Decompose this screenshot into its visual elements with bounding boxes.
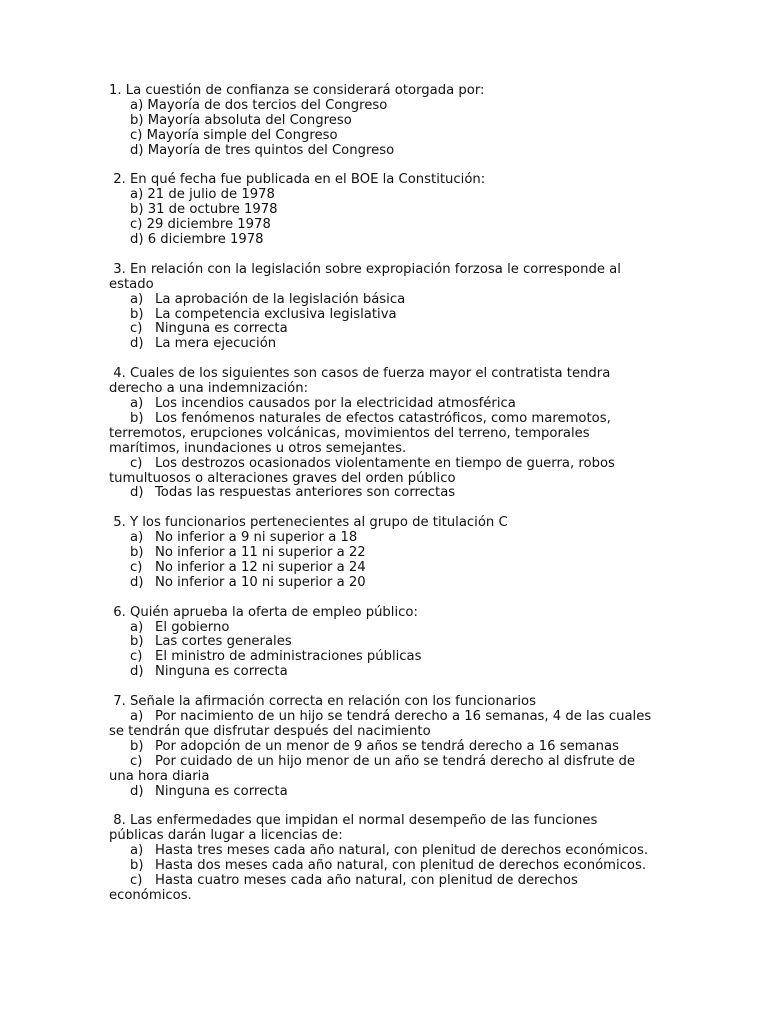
option-d bbox=[109, 785, 654, 800]
option-letter: c) bbox=[130, 321, 143, 337]
option-c: c) 29 diciembre 1978 bbox=[130, 217, 271, 233]
question-5 bbox=[109, 516, 654, 591]
option-d: d) 6 diciembre 1978 bbox=[130, 232, 264, 248]
option-letter: d) bbox=[130, 664, 144, 680]
option-text: No inferior a 11 ni superior a 22 bbox=[155, 545, 366, 561]
option-text: No inferior a 10 ni superior a 20 bbox=[155, 574, 366, 590]
question-title: 2. En qué fecha fue publicada en el BOE la Constitución: bbox=[109, 172, 486, 188]
option-letter: d) bbox=[130, 783, 144, 799]
option-text: La competencia exclusiva legislativa bbox=[155, 306, 397, 322]
option-a bbox=[109, 397, 654, 412]
option-c bbox=[109, 650, 654, 665]
option-c bbox=[109, 561, 654, 576]
option-b bbox=[109, 412, 654, 457]
question-2 bbox=[109, 173, 654, 248]
option-a: a) 21 de julio de 1978 bbox=[130, 187, 275, 203]
option-letter: b) bbox=[130, 858, 144, 874]
question-7 bbox=[109, 695, 654, 799]
option-letter: c) bbox=[130, 559, 143, 575]
option-text: Por cuidado de un hijo menor de un año se tendrá derecho al disfrute de una hora diaria bbox=[109, 753, 640, 784]
option-c: c) Mayoría simple del Congreso bbox=[130, 127, 338, 143]
option-text: Hasta tres meses cada año natural, con plenitud de derechos económicos. bbox=[155, 843, 649, 859]
option-b bbox=[109, 740, 654, 755]
question-title: 8. Las enfermedades que impidan el normal desempeño de las funciones públicas darán lugar a licencias de: bbox=[109, 813, 602, 844]
option-b bbox=[109, 308, 654, 323]
option-d bbox=[109, 486, 654, 501]
question-title: 5. Y los funcionarios pertenecientes al grupo de titulación C bbox=[109, 515, 508, 531]
option-letter: d) bbox=[130, 485, 144, 501]
option-text: Los incendios causados por la electricidad atmosférica bbox=[155, 395, 516, 411]
option-letter: a) bbox=[130, 843, 144, 859]
option-text: Ninguna es correcta bbox=[155, 321, 288, 337]
option-letter: b) bbox=[130, 306, 144, 322]
option-letter: a) bbox=[130, 395, 144, 411]
option-text: El ministro de administraciones públicas bbox=[155, 649, 422, 665]
option-text: Por adopción de un menor de 9 años se tendrá derecho a 16 semanas bbox=[155, 738, 619, 754]
option-text: Los fenómenos naturales de efectos catastróficos, como maremotos, terremotos, erupciones volcánicas, movimientos del terreno, temporales marítimos, inundaciones u otros semejantes. bbox=[109, 410, 616, 456]
question-4 bbox=[109, 367, 654, 501]
question-3 bbox=[109, 263, 654, 352]
option-text: Ninguna es correcta bbox=[155, 664, 288, 680]
option-text: La mera ejecución bbox=[155, 336, 277, 352]
document-page bbox=[109, 84, 654, 919]
option-a: a) Mayoría de dos tercios del Congreso bbox=[130, 97, 388, 113]
option-d bbox=[109, 576, 654, 591]
option-letter: b) bbox=[130, 738, 144, 754]
option-letter: a) bbox=[130, 619, 144, 635]
option-letter: c) bbox=[130, 455, 143, 471]
option-letter: a) bbox=[130, 530, 144, 546]
option-letter: d) bbox=[130, 574, 144, 590]
question-title: 1. La cuestión de confianza se considerará otorgada por: bbox=[109, 83, 485, 98]
question-title: 7. Señale la afirmación correcta en relación con los funcionarios bbox=[109, 694, 536, 710]
option-letter: c) bbox=[130, 649, 143, 665]
option-a bbox=[109, 710, 654, 740]
question-title: 4. Cuales de los siguientes son casos de fuerza mayor el contratista tendra derecho a una indemnización: bbox=[109, 366, 615, 397]
option-text: Por nacimiento de un hijo se tendrá derecho a 16 semanas, 4 de las cuales se tendrán que disfrutar después del nacimiento bbox=[109, 708, 656, 739]
option-c bbox=[109, 457, 654, 487]
option-a bbox=[109, 621, 654, 636]
option-d: d) Mayoría de tres quintos del Congreso bbox=[130, 142, 395, 158]
option-d bbox=[109, 665, 654, 680]
option-text: No inferior a 9 ni superior a 18 bbox=[155, 530, 358, 546]
option-letter: d) bbox=[130, 336, 144, 352]
option-d bbox=[109, 337, 654, 352]
option-text: Hasta cuatro meses cada año natural, con plenitud de derechos económicos. bbox=[109, 872, 583, 903]
option-letter: b) bbox=[130, 545, 144, 561]
option-letter: a) bbox=[130, 708, 144, 724]
option-a bbox=[109, 531, 654, 546]
option-a bbox=[109, 844, 654, 859]
option-text: Todas las respuestas anteriores son correctas bbox=[155, 485, 456, 501]
question-title: 6. Quién aprueba la oferta de empleo público: bbox=[109, 604, 418, 620]
option-text: La aprobación de la legislación básica bbox=[155, 291, 406, 307]
question-8 bbox=[109, 814, 654, 903]
option-text: El gobierno bbox=[155, 619, 230, 635]
option-b: b) 31 de octubre 1978 bbox=[130, 202, 278, 218]
option-text: No inferior a 12 ni superior a 24 bbox=[155, 559, 366, 575]
option-letter: b) bbox=[130, 634, 144, 650]
option-b bbox=[109, 859, 654, 874]
question-title: 3. En relación con la legislación sobre expropiación forzosa le corresponde al estado bbox=[109, 261, 626, 292]
option-text: Las cortes generales bbox=[155, 634, 292, 650]
option-letter: c) bbox=[130, 872, 143, 888]
question-1 bbox=[109, 84, 654, 159]
option-c bbox=[109, 874, 654, 904]
option-text: Hasta dos meses cada año natural, con plenitud de derechos económicos. bbox=[155, 858, 647, 874]
option-letter: a) bbox=[130, 291, 144, 307]
option-text: Ninguna es correcta bbox=[155, 783, 288, 799]
option-c bbox=[109, 755, 654, 785]
option-letter: b) bbox=[130, 410, 144, 426]
question-6 bbox=[109, 606, 654, 681]
option-b: b) Mayoría absoluta del Congreso bbox=[130, 112, 352, 128]
option-text: Los destrozos ocasionados violentamente en tiempo de guerra, robos tumultuosos o alteraciones graves del orden público bbox=[109, 455, 620, 486]
option-letter: c) bbox=[130, 753, 143, 769]
option-a bbox=[109, 293, 654, 308]
option-b bbox=[109, 546, 654, 561]
